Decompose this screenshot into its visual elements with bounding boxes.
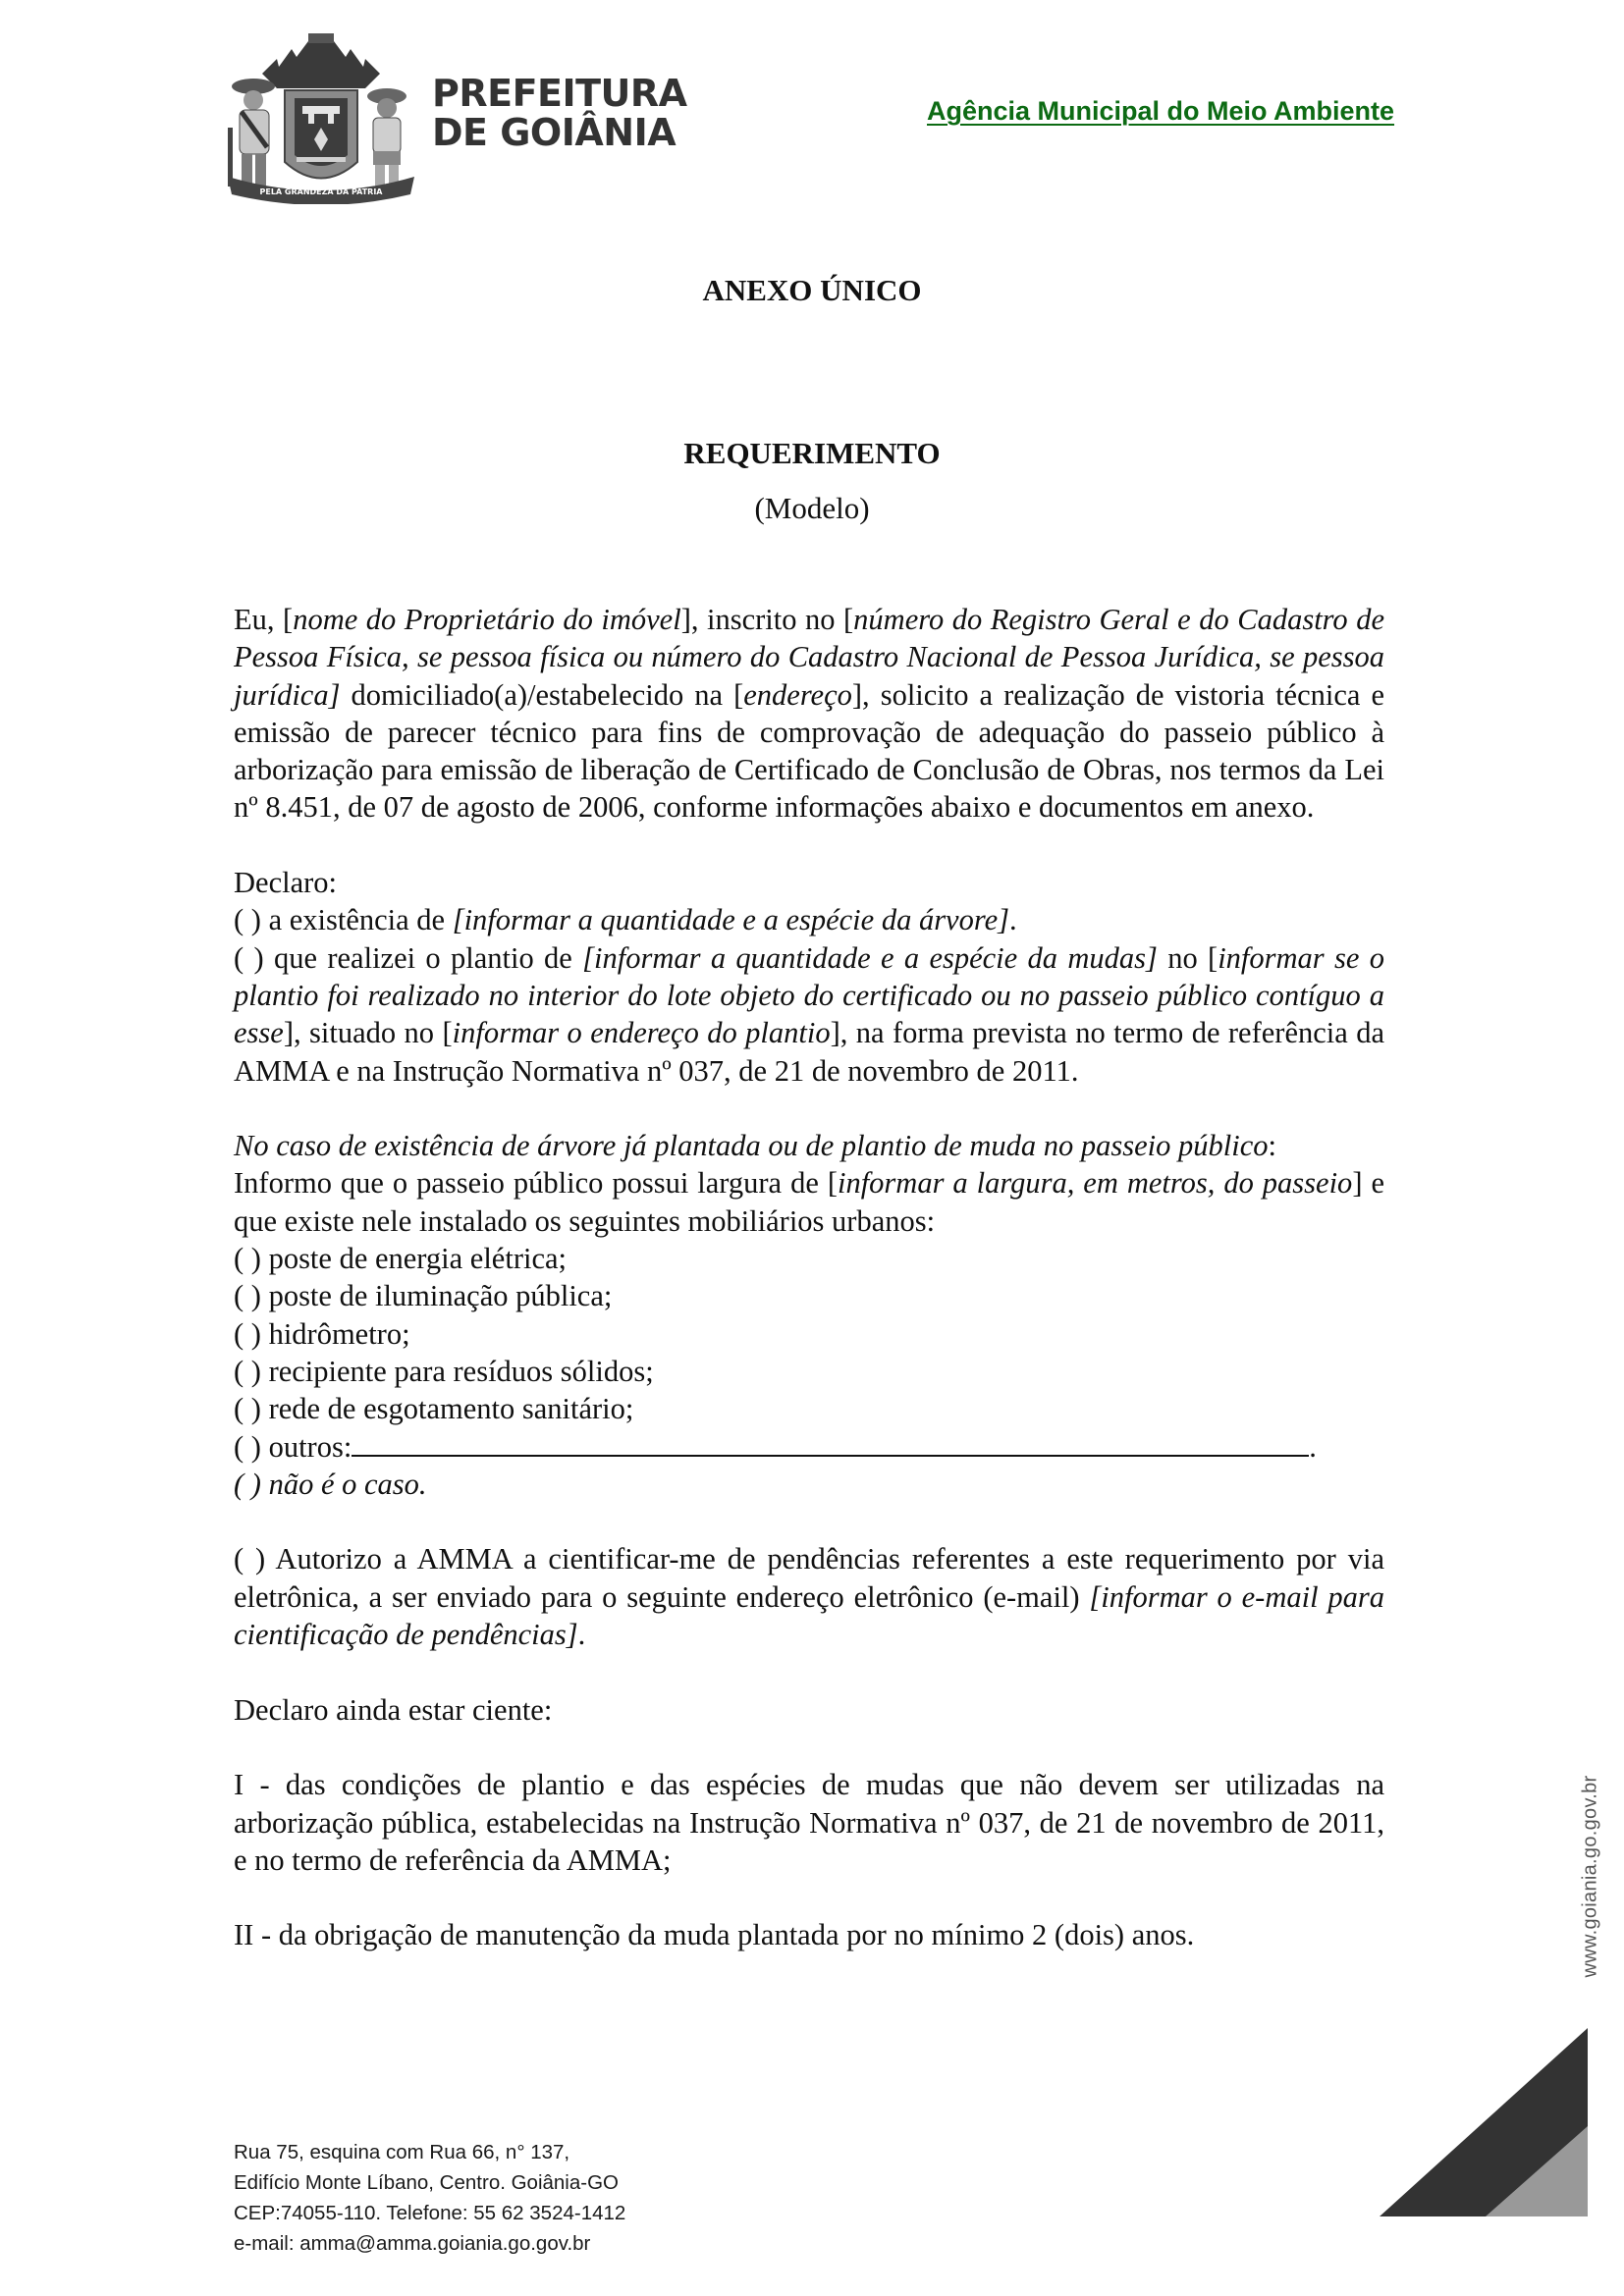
furniture-option-waste-bin[interactable]: ( ) recipiente para resíduos sólidos; [234,1354,654,1388]
footer-address [234,2137,625,2259]
furniture-option-power-pole[interactable]: ( ) poste de energia elétrica; [234,1242,567,1276]
svg-text:PELA GRANDEZA DA PÁTRIA: PELA GRANDEZA DA PÁTRIA [259,187,383,196]
furniture-option-not-applicable[interactable]: ( ) não é o caso. [234,1467,427,1501]
prefeitura-wordmark [432,74,687,152]
aware-label: Declaro ainda estar ciente: [234,1692,553,1727]
sidewalk-heading: No caso de existência de árvore já plantada ou de plantio de muda no passeio público: [234,1129,1276,1163]
address-line-1: Rua 75, esquina com Rua 66, n° 137, [234,2141,570,2163]
coat-of-arms-icon [218,29,424,204]
checkbox-existing-tree[interactable]: ( ) [234,903,261,937]
furniture-option-sewage[interactable]: ( ) rede de esgotamento sanitário; [234,1392,634,1426]
logo-line-1: PREFEITURA [432,72,687,115]
agency-name-header: Agência Municipal do Meio Ambiente [927,96,1395,126]
checkbox-planting[interactable]: ( ) [234,940,264,975]
others-checkbox-label[interactable]: ( ) outros: [234,1429,352,1464]
others-fill-in-line[interactable] [352,1431,1309,1457]
model-subtitle: (Modelo) [754,491,870,525]
footer-email: e-mail: amma@amma.goiania.go.gov.br [234,2232,591,2255]
declaro-option-planting: ( ) que realizei o plantio de [informar a quantidade e a espécie da mudas] no [informar se o plantio foi realizado no interior do lote objeto do certificado ou no passeio público contíguo a esse], situado no [informar o endereço do plantio], na forma prevista no termo de referência da AMMA e na Instrução Normativa nº 037, de 21 de novembro de 2011. [234,940,1384,1088]
triangle-icon [1380,2024,1592,2220]
aware-item-2: II - da obrigação de manutenção da muda plantada por no mínimo 2 (dois) anos. [234,1918,1195,1952]
request-title: REQUERIMENTO [683,436,941,470]
website-vertical-text: www.goiania.go.gov.br [1579,1775,1601,1978]
address-line-3: CEP:74055-110. Telefone: 55 62 3524-1412 [234,2202,626,2224]
furniture-option-others: ( ) outros: . [234,1429,1317,1464]
declaro-option-existing-tree: ( ) a existência de [informar a quantidade e a espécie da árvore]. [234,903,1017,937]
corner-triangle-decoration [1380,2024,1592,2220]
document-body [234,601,1384,1954]
aware-item-1: I - das condições de plantio e das espécies de mudas que não devem ser utilizadas na arborização pública, estabelecidas na Instrução Normativa nº 037, de 21 de novembro de 2011, e no termo de referência da AMMA; [234,1768,1384,1877]
intro-paragraph: Eu, [nome do Proprietário do imóvel], inscrito no [número do Registro Geral e do Cadastro de Pessoa Física, se pessoa física ou número do Cadastro Nacional de Pessoa Jurídica, se pessoa jurídica] domiciliado(a)/estabelecido na [endereço], solicito a realização de vistoria técnica e emissão de parecer técnico para fins de comprovação de adequação do passeio público à arborização para emissão de liberação de Certificado de Conclusão de Obras, nos termos da Lei nº 8.451, de 07 de agosto de 2006, conforme informações abaixo e documentos em anexo. [234,603,1384,825]
email-authorization-paragraph: ( ) Autorizo a AMMA a cientificar-me de pendências referentes a este requerimento por via eletrônica, a ser enviado para o seguinte endereço eletrônico (e-mail) [informar o e-mail para cientificação de pendências]. [234,1542,1384,1652]
sidewalk-width-paragraph: Informo que o passeio público possui largura de [informar a largura, em metros, do passeio] e que existe nele instalado os seguintes mobiliários urbanos: [234,1166,1384,1238]
logo-line-2: DE GOIÂNIA [432,111,677,154]
annex-title: ANEXO ÚNICO [702,273,922,307]
address-line-2: Edifício Monte Líbano, Centro. Goiânia-GO [234,2171,619,2194]
furniture-option-street-light[interactable]: ( ) poste de iluminação pública; [234,1279,613,1313]
furniture-option-water-meter[interactable]: ( ) hidrômetro; [234,1316,410,1351]
declaro-label: Declaro: [234,866,337,900]
